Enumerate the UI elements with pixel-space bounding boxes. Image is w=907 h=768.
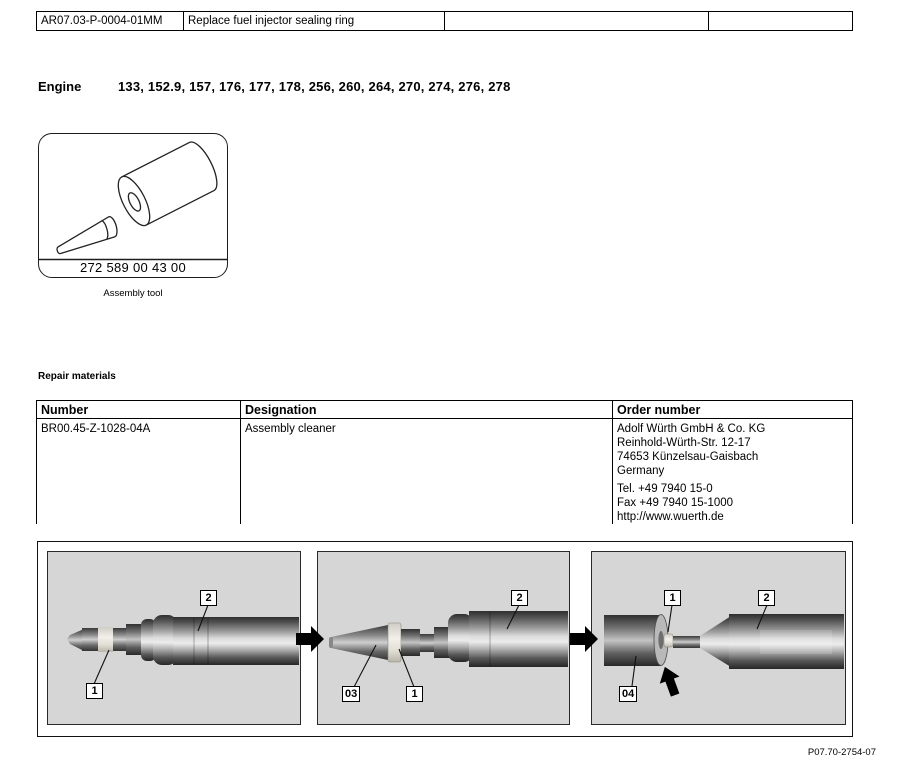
press-direction-arrow-icon <box>655 663 685 698</box>
assembly-tool-illustration <box>39 134 227 261</box>
supplier-phone: Tel. +49 7940 15-0 <box>617 483 713 495</box>
procedure-figure <box>37 541 853 737</box>
figure-number: P07.70-2754-07 <box>807 747 876 758</box>
column-header-order-number: Order number <box>612 401 852 418</box>
repair-materials-heading: Repair materials <box>38 371 116 382</box>
supplier-country: Germany <box>617 465 665 477</box>
tool-part-number: 272 589 00 43 00 <box>79 260 186 275</box>
supplier-name: Adolf Würth GmbH & Co. KG <box>617 423 766 435</box>
header-cell-3 <box>444 12 708 30</box>
callout-label: 2 <box>511 590 528 606</box>
repair-materials-table <box>36 400 853 524</box>
callout-label: 04 <box>619 686 637 702</box>
callout-label: 2 <box>200 590 217 606</box>
supplier-street: Reinhold-Würth-Str. 12-17 <box>617 437 751 449</box>
engine-label: Engine <box>38 79 82 94</box>
document-header-table <box>36 11 853 31</box>
document-number: AR07.03-P-0004-01MM <box>41 15 163 27</box>
supplier-fax: Fax +49 7940 15-1000 <box>617 497 734 509</box>
callout-label: 1 <box>86 683 103 699</box>
column-header-designation: Designation <box>240 401 612 418</box>
header-cell-4 <box>708 12 852 30</box>
figure-panel-2 <box>317 551 570 725</box>
step-arrow-right-icon <box>296 626 324 652</box>
engine-model-list: 133, 152.9, 157, 176, 177, 178, 256, 260, 264, 270, 274, 276, 278 <box>118 79 511 94</box>
cell-number: BR00.45-Z-1028-04A <box>41 423 151 435</box>
cell-designation: Assembly cleaner <box>240 419 612 524</box>
supplier-website: http://www.wuerth.de <box>617 511 724 523</box>
table-row <box>36 419 853 524</box>
tool-caption: Assembly tool <box>103 288 163 299</box>
callout-label: 03 <box>342 686 360 702</box>
figure-panel-1 <box>47 551 301 725</box>
figure-panel-3 <box>591 551 846 725</box>
callout-label: 2 <box>758 590 775 606</box>
column-header-number: Number <box>41 402 89 417</box>
special-tool-box <box>38 133 228 278</box>
step-arrow-right-icon <box>570 626 598 652</box>
repair-materials-header-row <box>36 400 853 419</box>
document-title: Replace fuel injector sealing ring <box>183 12 444 30</box>
callout-label: 1 <box>406 686 423 702</box>
supplier-city: 74653 Künzelsau-Gaisbach <box>617 451 759 463</box>
cell-order-number <box>612 419 852 524</box>
callout-label: 1 <box>664 590 681 606</box>
